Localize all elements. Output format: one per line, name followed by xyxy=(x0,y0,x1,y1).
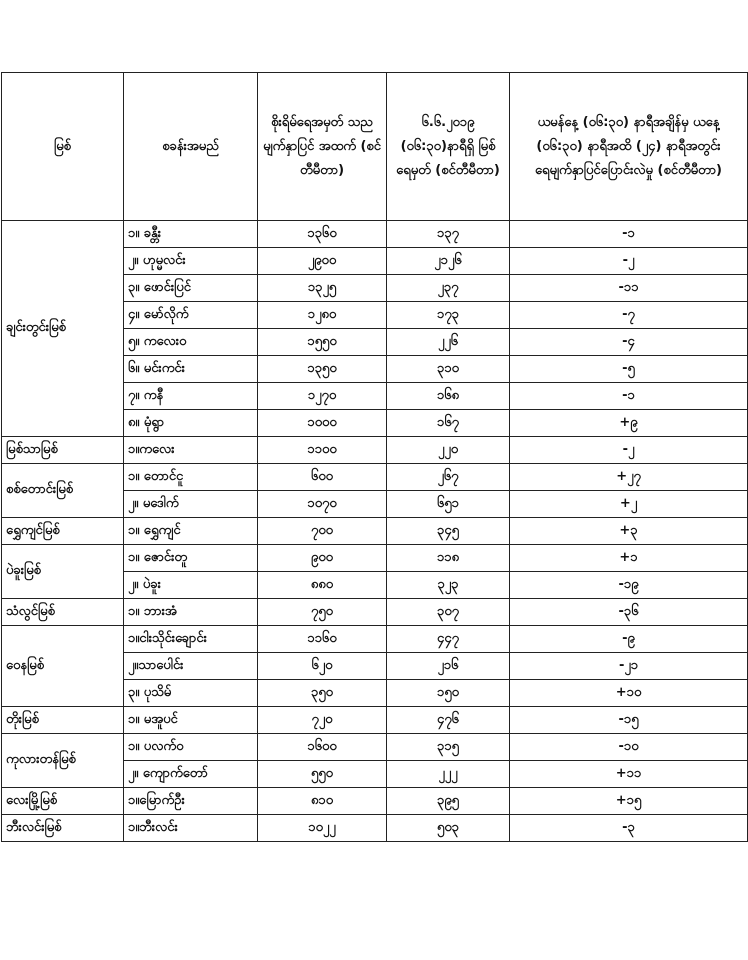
water-level-cell: ၃၂၃ xyxy=(387,572,510,599)
danger-level-cell: ၈၁၀ xyxy=(258,788,387,815)
station-name-cell: ၁။ ရွှေကျင် xyxy=(124,518,258,545)
water-level-cell: ၂၁၆ xyxy=(387,653,510,680)
table-row xyxy=(2,518,748,545)
table-row xyxy=(2,707,748,734)
water-level-cell: ၃၄၅ xyxy=(387,518,510,545)
water-level-cell: ၁၆၈ xyxy=(387,383,510,410)
water-level-cell: ၂၃၇ xyxy=(387,275,510,302)
station-name-cell: ၂။ ကျောက်တော် xyxy=(124,761,258,788)
table-row xyxy=(2,815,748,842)
station-name-cell: ၅။ ကလေးဝ xyxy=(124,329,258,356)
level-change-cell: -၄ xyxy=(510,329,748,356)
danger-level-cell: ၁၅၅၀ xyxy=(258,329,387,356)
table-row xyxy=(2,734,748,761)
danger-level-cell: ၁၆၀၀ xyxy=(258,734,387,761)
level-change-cell: -၁၀ xyxy=(510,734,748,761)
station-name-cell: ၈။ မုံရွာ xyxy=(124,410,258,437)
water-level-cell: ၂၂၂ xyxy=(387,761,510,788)
station-name-cell: ၃။ ပုသိမ် xyxy=(124,680,258,707)
header-danger-level: စိုးရိမ်ရေအမှတ် သည မျက်နှာပြင် အထက် (စင်တီမီတာ) xyxy=(258,73,387,221)
level-change-cell: -၃ xyxy=(510,815,748,842)
water-level-cell: ၅၀၃ xyxy=(387,815,510,842)
river-name-cell: ဝေနမြစ် xyxy=(2,626,124,707)
level-change-cell: -၁ xyxy=(510,221,748,248)
water-level-cell: ၁၅၀ xyxy=(387,680,510,707)
station-name-cell: ၁။ ခန္တီး xyxy=(124,221,258,248)
water-level-cell: ၃၁၅ xyxy=(387,734,510,761)
level-change-cell: +၂၇ xyxy=(510,464,748,491)
station-name-cell: ၁။ ဇောင်းတူ xyxy=(124,545,258,572)
level-change-cell: -၁၁ xyxy=(510,275,748,302)
level-change-cell: -၉ xyxy=(510,626,748,653)
danger-level-cell: ၇၀၀ xyxy=(258,518,387,545)
table-row xyxy=(2,626,748,653)
level-change-cell: -၂ xyxy=(510,437,748,464)
station-name-cell: ၂။ ပဲခူး xyxy=(124,572,258,599)
danger-level-cell: ၁၂၇၀ xyxy=(258,383,387,410)
station-name-cell: ၄။ မော်လိုက် xyxy=(124,302,258,329)
table-row xyxy=(2,464,748,491)
level-change-cell: -၂၁ xyxy=(510,653,748,680)
water-level-cell: ၃၀၇ xyxy=(387,599,510,626)
danger-level-cell: ၁၀၀၀ xyxy=(258,410,387,437)
river-name-cell: ဘီးလင်းမြစ် xyxy=(2,815,124,842)
water-level-cell: ၃၁၀ xyxy=(387,356,510,383)
station-name-cell: ၁။ငါးသိုင်းချောင်း xyxy=(124,626,258,653)
water-level-cell: ၁၃၇ xyxy=(387,221,510,248)
level-change-cell: -၂ xyxy=(510,248,748,275)
danger-level-cell: ၁၀၇၀ xyxy=(258,491,387,518)
danger-level-cell: ၉၀၀ xyxy=(258,545,387,572)
station-name-cell: ၂။ ဟုမ္မလင်း xyxy=(124,248,258,275)
danger-level-cell: ၈၈၀ xyxy=(258,572,387,599)
water-level-cell: ၃၉၅ xyxy=(387,788,510,815)
level-change-cell: -၁ xyxy=(510,383,748,410)
river-name-cell: သံလွင်မြစ် xyxy=(2,599,124,626)
station-name-cell: ၁။ဘီးလင်း xyxy=(124,815,258,842)
station-name-cell: ၁။ မအူပင် xyxy=(124,707,258,734)
level-change-cell: +၉ xyxy=(510,410,748,437)
danger-level-cell: ၁၃၂၅ xyxy=(258,275,387,302)
level-change-cell: -၇ xyxy=(510,302,748,329)
danger-level-cell: ၅၅၀ xyxy=(258,761,387,788)
danger-level-cell: ၁၂၈၀ xyxy=(258,302,387,329)
station-name-cell: ၁။ တောင်ငူ xyxy=(124,464,258,491)
danger-level-cell: ၁၁၆၀ xyxy=(258,626,387,653)
level-change-cell: +၁ xyxy=(510,545,748,572)
level-change-cell: +၁၀ xyxy=(510,680,748,707)
danger-level-cell: ၁၁၀၀ xyxy=(258,437,387,464)
level-change-cell: -၁၉ xyxy=(510,572,748,599)
station-name-cell: ၁။ ပလက်ဝ xyxy=(124,734,258,761)
header-water-level: ၆.၆.၂၀၁၉ (၀၆:၃၀)နာရီရှိ မြစ်ရေမှတ် (စင်တီမီတာ) xyxy=(387,73,510,221)
table-row xyxy=(2,437,748,464)
table-row xyxy=(2,599,748,626)
danger-level-cell: ၁၃၆၀ xyxy=(258,221,387,248)
level-change-cell: +၃ xyxy=(510,518,748,545)
danger-level-cell: ၁၃၅၀ xyxy=(258,356,387,383)
danger-level-cell: ၇၅၀ xyxy=(258,599,387,626)
level-change-cell: +၁၅ xyxy=(510,788,748,815)
level-change-cell: -၅ xyxy=(510,356,748,383)
water-level-cell: ၂၂၆ xyxy=(387,329,510,356)
station-name-cell: ၇။ ကနီ xyxy=(124,383,258,410)
station-name-cell: ၁။မြောက်ဦး xyxy=(124,788,258,815)
table-row xyxy=(2,545,748,572)
river-name-cell: ပဲခူးမြစ် xyxy=(2,545,124,599)
river-name-cell: လေးမြို့မြစ် xyxy=(2,788,124,815)
level-change-cell: +၁၁ xyxy=(510,761,748,788)
water-level-cell: ၆၅၁ xyxy=(387,491,510,518)
water-level-cell: ၁၆၇ xyxy=(387,410,510,437)
water-level-cell: ၄၇၆ xyxy=(387,707,510,734)
table-row xyxy=(2,221,748,248)
water-level-cell: ၂၆၇ xyxy=(387,464,510,491)
danger-level-cell: ၆၂၀ xyxy=(258,653,387,680)
river-name-cell: စစ်တောင်းမြစ် xyxy=(2,464,124,518)
station-name-cell: ၆။ မင်းကင်း xyxy=(124,356,258,383)
water-level-cell: ၂၁၂၆ xyxy=(387,248,510,275)
level-change-cell: -၃၆ xyxy=(510,599,748,626)
station-name-cell: ၁။ကလေး xyxy=(124,437,258,464)
table-row xyxy=(2,788,748,815)
river-name-cell: ရွှေကျင်မြစ် xyxy=(2,518,124,545)
water-level-cell: ၄၄၇ xyxy=(387,626,510,653)
river-name-cell: မြစ်သာမြစ် xyxy=(2,437,124,464)
danger-level-cell: ၂၉၀၀ xyxy=(258,248,387,275)
station-name-cell: ၂။သာပေါင်း xyxy=(124,653,258,680)
river-name-cell: တိုးမြစ် xyxy=(2,707,124,734)
station-name-cell: ၂။ မဒေါက် xyxy=(124,491,258,518)
water-level-cell: ၁၇၃ xyxy=(387,302,510,329)
water-level-cell: ၁၁၈ xyxy=(387,545,510,572)
danger-level-cell: ၃၅၀ xyxy=(258,680,387,707)
header-station: စခန်းအမည် xyxy=(124,73,258,221)
header-change: ယမန်နေ့ (၀၆:၃၀) နာရီအချိန်မှ ယနေ့ (၀၆:၃၀) နာရီအထိ (၂၄) နာရီအတွင်း ရေမျက်နှာပြင်ပြောင်းလဲမှု (စင်တီမီတာ) xyxy=(510,73,748,221)
water-level-cell: ၂၂၀ xyxy=(387,437,510,464)
river-name-cell: ချင်းတွင်းမြစ် xyxy=(2,221,124,437)
danger-level-cell: ၁၀၂၂ xyxy=(258,815,387,842)
river-water-level-table xyxy=(1,72,748,842)
danger-level-cell: ၇၂၀ xyxy=(258,707,387,734)
header-river: မြစ် xyxy=(2,73,124,221)
station-name-cell: ၃။ ဖောင်းပြင် xyxy=(124,275,258,302)
header-row xyxy=(2,73,748,221)
level-change-cell: +၂ xyxy=(510,491,748,518)
level-change-cell: -၁၅ xyxy=(510,707,748,734)
danger-level-cell: ၆၀၀ xyxy=(258,464,387,491)
river-name-cell: ကုလားတန်မြစ် xyxy=(2,734,124,788)
station-name-cell: ၁။ ဘားအံ xyxy=(124,599,258,626)
